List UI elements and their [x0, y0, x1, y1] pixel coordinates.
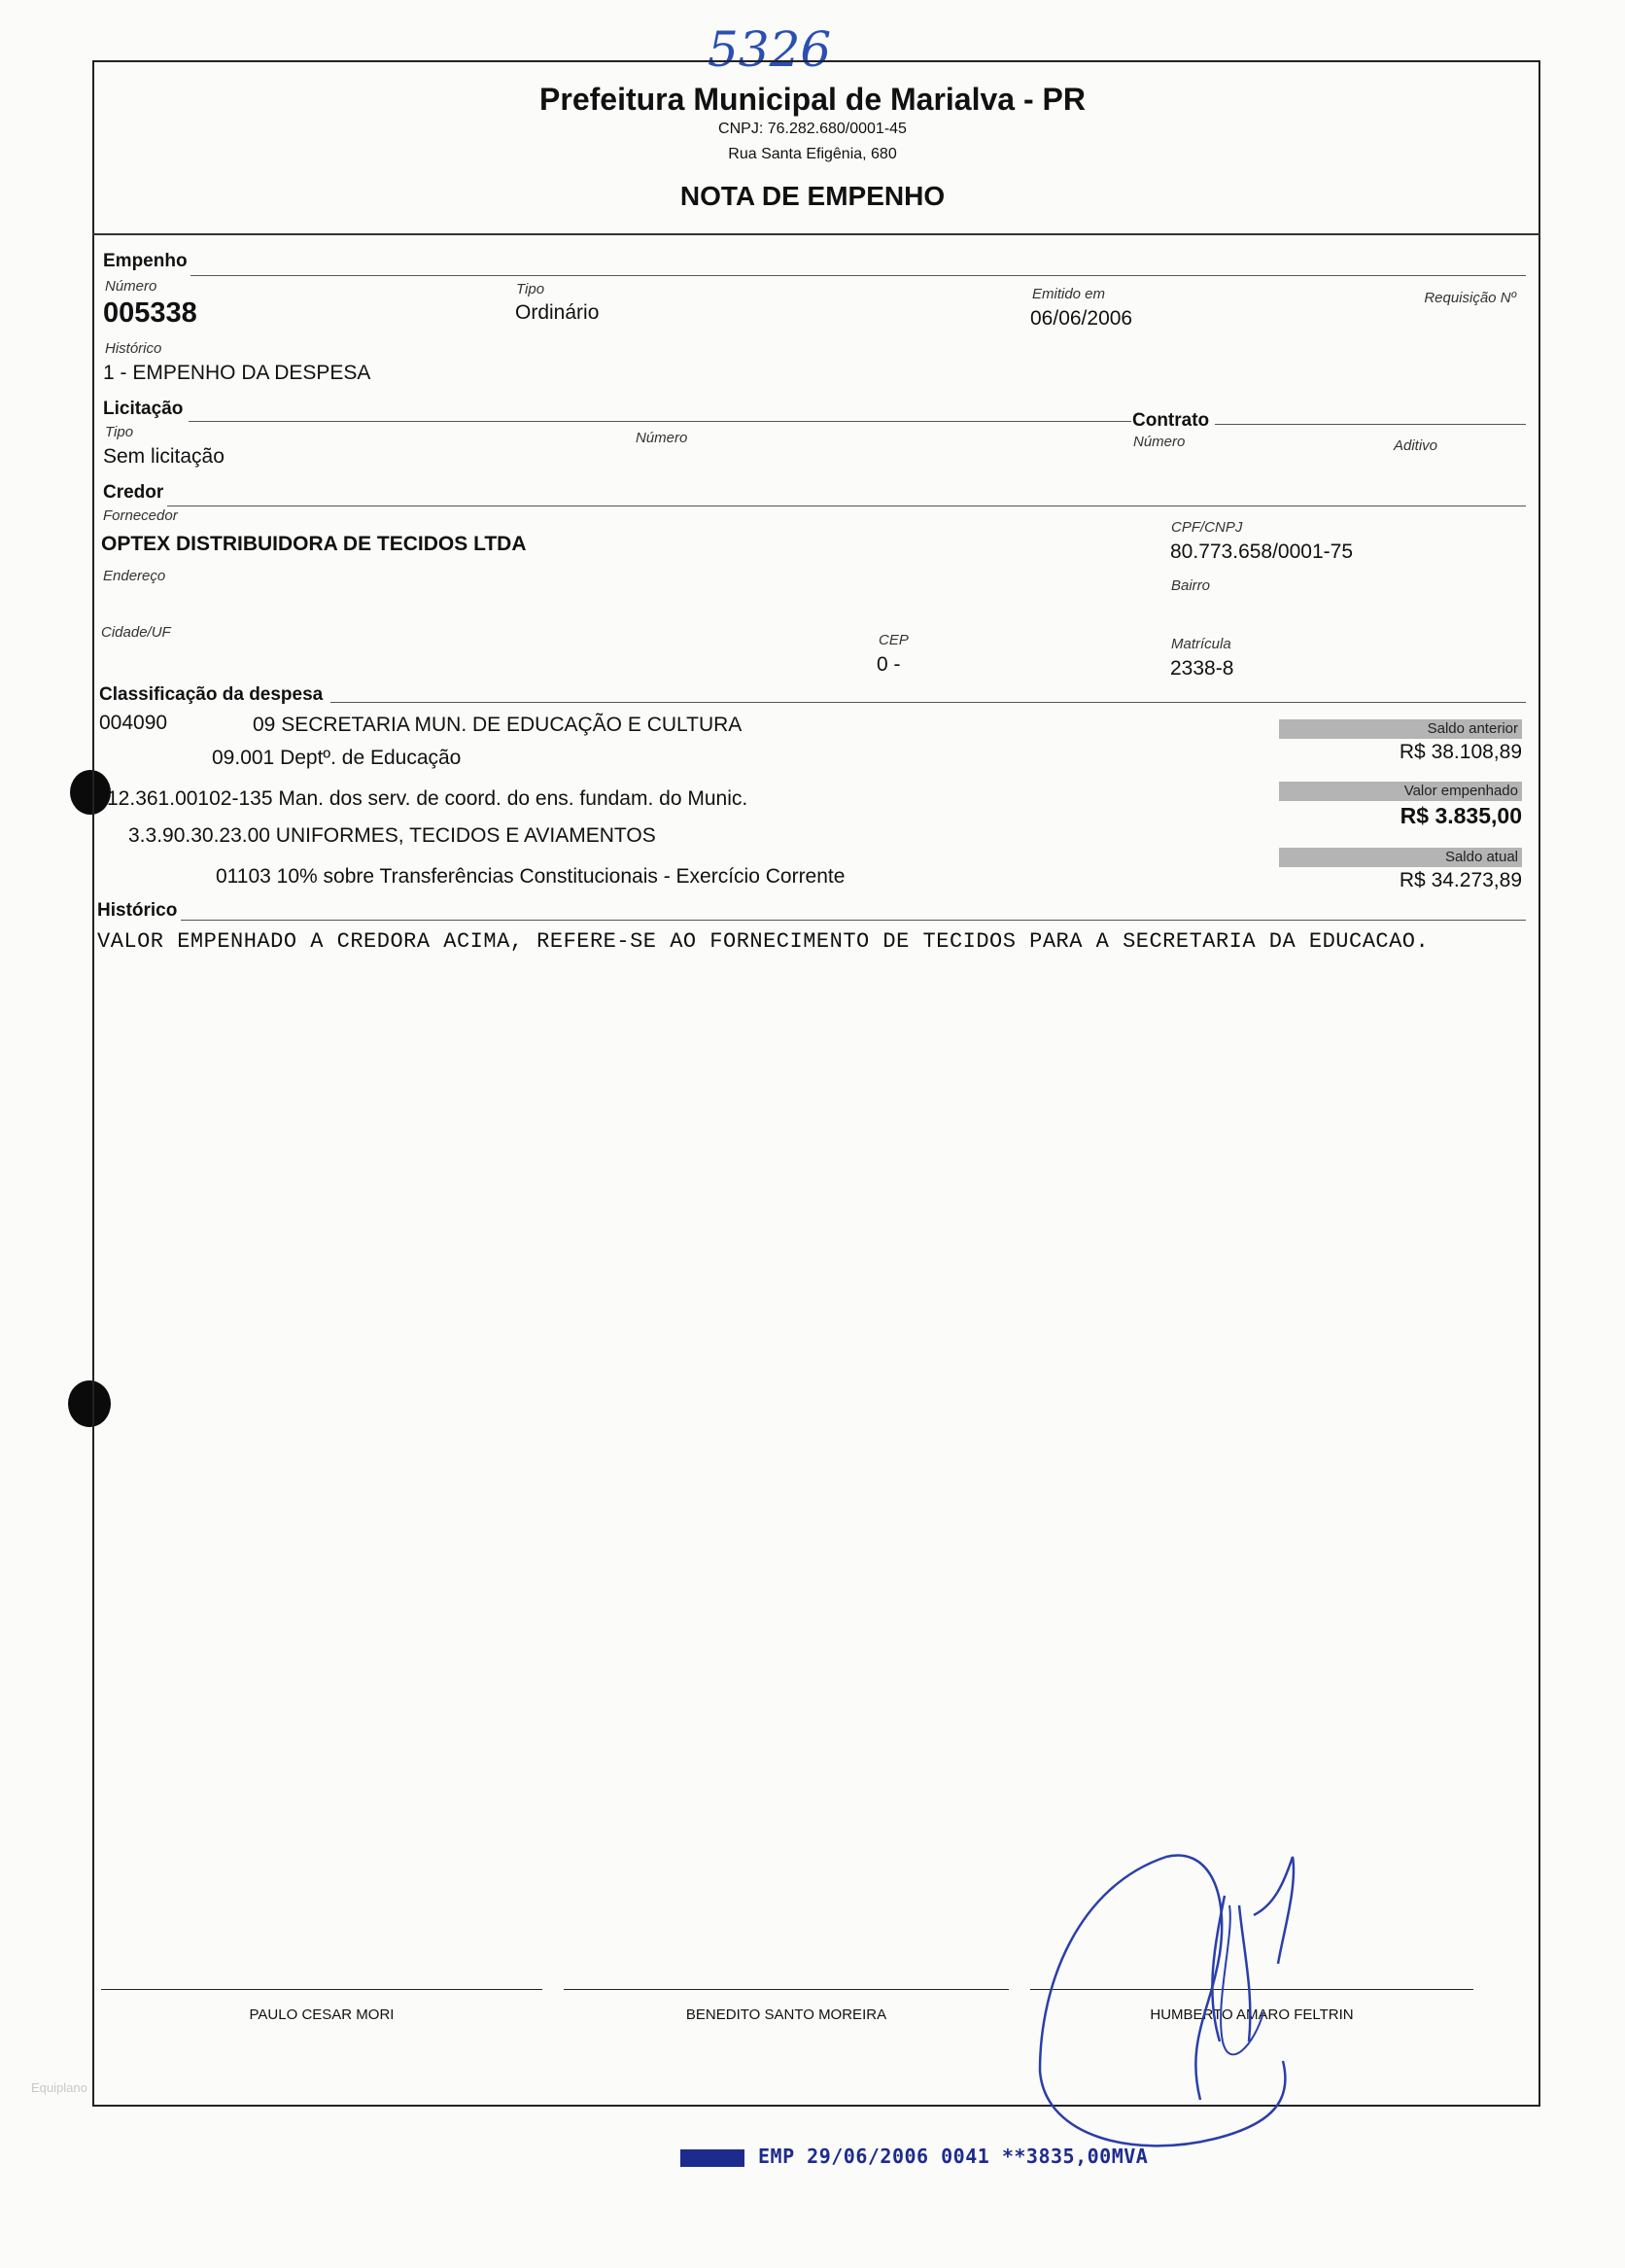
empenho-rule — [190, 275, 1526, 276]
empenho-historico: 1 - EMPENHO DA DESPESA — [103, 362, 371, 384]
saldo-anterior-value: R$ 38.108,89 — [1399, 741, 1522, 763]
signature-line-1 — [101, 1989, 542, 1990]
contrato-numero-label: Número — [1133, 434, 1186, 450]
signature-name-2: BENEDITO SANTO MOREIRA — [685, 2006, 887, 2023]
saldo-anterior-label: Saldo anterior — [1427, 720, 1518, 737]
cep-label: CEP — [879, 632, 909, 648]
saldo-anterior-bar — [1279, 719, 1522, 739]
classificacao-line3: 12.361.00102-135 Man. dos serv. de coord. do ens. fundam. do Munic. — [107, 787, 748, 810]
signature-line-2 — [564, 1989, 1009, 1990]
doc-title: NOTA DE EMPENHO — [679, 181, 946, 211]
saldo-atual-value: R$ 34.273,89 — [1399, 869, 1522, 891]
signature-name-1: PAULO CESAR MORI — [249, 2006, 395, 2023]
saldo-atual-label: Saldo atual — [1444, 849, 1518, 865]
historico-text: VALOR EMPENHADO A CREDORA ACIMA, REFERE-SE AO FORNECIMENTO DE TECIDOS PARA A SECRETARIA DA EDUCACAO. — [97, 929, 1430, 954]
section-credor: Credor — [103, 482, 164, 503]
signature-name-3: HUMBERTO AMARO FELTRIN — [1150, 2006, 1354, 2023]
stamp-logo — [680, 2149, 744, 2167]
footer-faint-text: Equiplano — [31, 2080, 87, 2095]
classificacao-rule — [330, 702, 1526, 703]
section-empenho: Empenho — [103, 251, 188, 271]
matricula-value: 2338-8 — [1170, 657, 1234, 680]
section-classificacao: Classificação da despesa — [99, 684, 324, 705]
header-divider — [92, 233, 1540, 235]
section-historico: Histórico — [97, 900, 178, 921]
stamp-line — [680, 2145, 1148, 2168]
classificacao-line1: 09 SECRETARIA MUN. DE EDUCAÇÃO E CULTURA — [253, 714, 743, 736]
classificacao-line2: 09.001 Deptº. de Educação — [212, 747, 462, 769]
matricula-label: Matrícula — [1171, 636, 1231, 652]
handwritten-signature — [1020, 1847, 1390, 2178]
empenho-numero: 005338 — [103, 297, 197, 329]
handwritten-number: 5326 — [708, 21, 832, 78]
licitacao-rule — [189, 421, 1131, 422]
valor-empenhado-label: Valor empenhado — [1403, 783, 1518, 799]
section-contrato: Contrato — [1132, 410, 1210, 431]
historico-rule — [181, 920, 1526, 921]
header-cnpj: CNPJ: 76.282.680/0001-45 — [718, 121, 907, 137]
licitacao-tipo-label: Tipo — [105, 424, 134, 440]
licitacao-numero-label: Número — [636, 430, 688, 446]
header-address: Rua Santa Efigênia, 680 — [728, 146, 897, 162]
fornecedor-name: OPTEX DISTRIBUIDORA DE TECIDOS LTDA — [101, 533, 527, 555]
classificacao-line5: 01103 10% sobre Transferências Constitucionais - Exercício Corrente — [216, 865, 846, 888]
contrato-rule — [1215, 424, 1526, 425]
emitido-label: Emitido em — [1032, 286, 1106, 302]
valor-empenhado-bar — [1279, 782, 1522, 801]
saldo-atual-bar — [1279, 848, 1522, 867]
header-title: Prefeitura Municipal de Marialva - PR — [539, 82, 1086, 117]
licitacao-tipo: Sem licitação — [103, 445, 225, 468]
emitido-date: 06/06/2006 — [1030, 307, 1133, 330]
classificacao-code: 004090 — [99, 712, 168, 734]
bairro-label: Bairro — [1171, 577, 1211, 594]
classificacao-line4: 3.3.90.30.23.00 UNIFORMES, TECIDOS E AVIAMENTOS — [128, 824, 656, 847]
endereco-label: Endereço — [103, 568, 166, 584]
empenho-historico-label: Histórico — [105, 340, 162, 357]
empenho-tipo: Ordinário — [515, 301, 600, 324]
section-licitacao: Licitação — [103, 399, 184, 419]
cpf-label: CPF/CNPJ — [1171, 519, 1243, 536]
contrato-aditivo-label: Aditivo — [1394, 437, 1438, 454]
valor-empenhado-value: R$ 3.835,00 — [1400, 803, 1522, 828]
empenho-tipo-label: Tipo — [516, 281, 545, 297]
requisicao-label: Requisição Nº — [1424, 290, 1516, 306]
cpf-value: 80.773.658/0001-75 — [1170, 541, 1354, 563]
fornecedor-label: Fornecedor — [103, 507, 178, 524]
empenho-numero-label: Número — [105, 278, 157, 295]
cidade-label: Cidade/UF — [101, 624, 171, 641]
stamp-text: EMP 29/06/2006 0041 **3835,00MVA — [758, 2145, 1149, 2168]
cep-value: 0 - — [877, 653, 901, 676]
